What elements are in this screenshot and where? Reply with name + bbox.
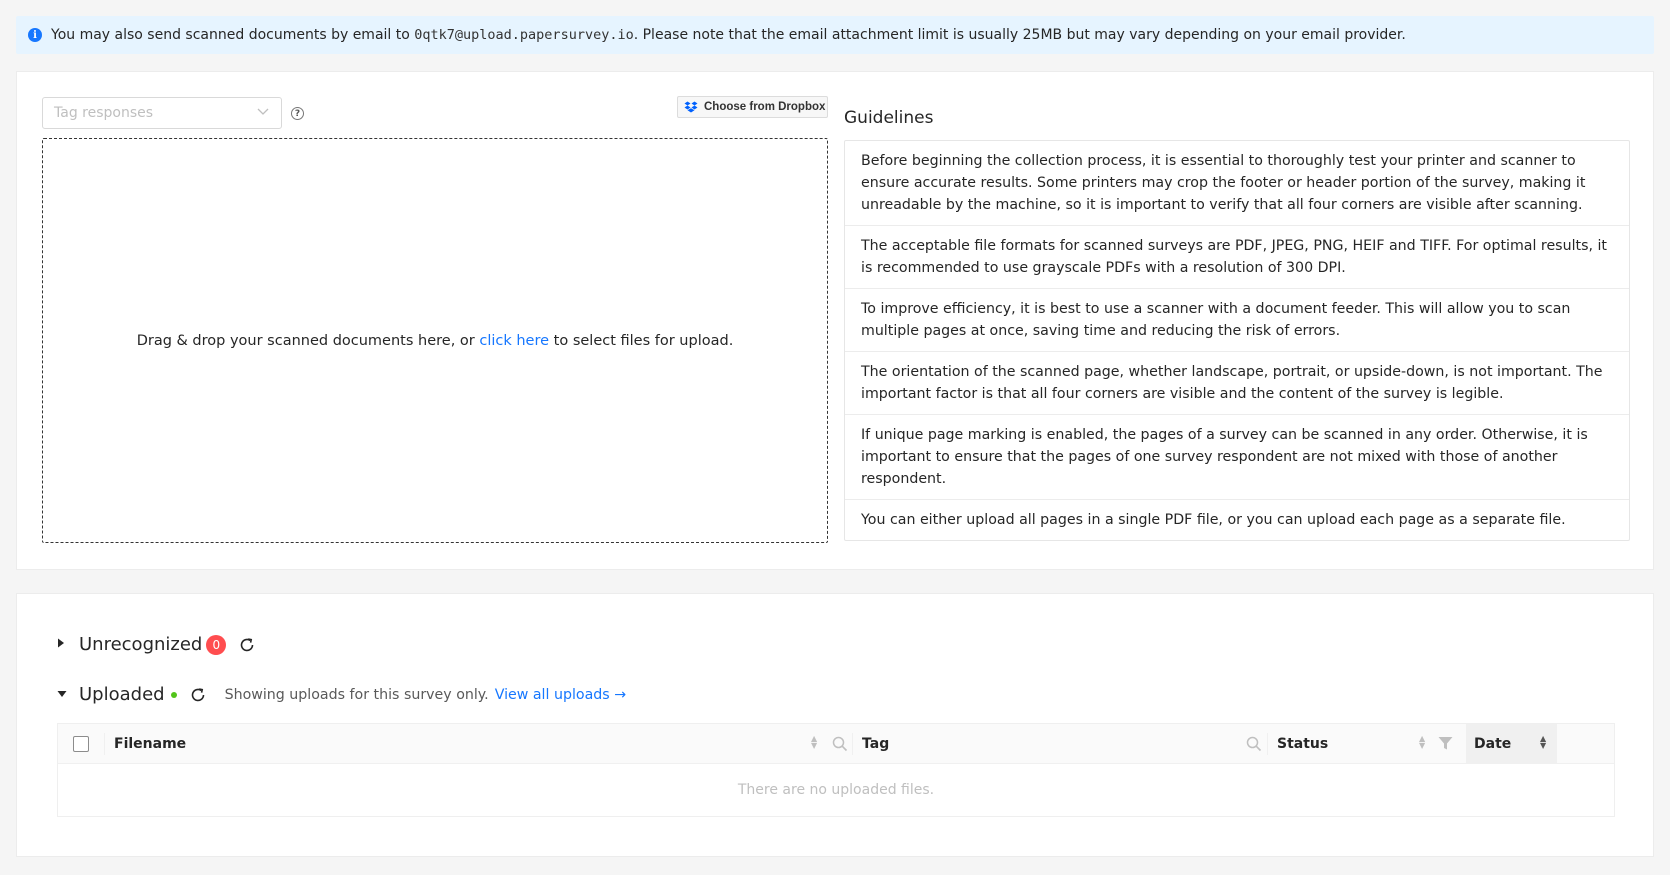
upload-email-address: 0qtk7@upload.papersurvey.io	[414, 27, 634, 43]
refresh-icon[interactable]	[189, 686, 207, 704]
status-dot	[171, 692, 177, 698]
column-date[interactable]	[1466, 724, 1557, 764]
uploads-scope-note	[225, 687, 626, 703]
unrecognized-count-badge: 0	[206, 635, 226, 655]
guideline-item: Before beginning the collection process, it is essential to thoroughly test your printer and scanner to ensure accurate results. Some printers may crop the footer or header portion of the survey, making it unreadable by the machine, so it is important to verify that all four corners are visible after scanning.	[845, 141, 1629, 226]
dropzone-text-after: to select files for upload.	[549, 332, 734, 349]
filter-icon[interactable]	[1438, 736, 1453, 755]
column-tag[interactable]	[854, 733, 1268, 755]
click-here-link[interactable]: click here	[479, 332, 550, 349]
info-icon: i	[28, 28, 42, 42]
tag-select-placeholder: Tag responses	[54, 105, 154, 121]
guideline-item: To improve efficiency, it is best to use a scanner with a document feeder. This will allow you to scan multiple pages at once, saving time and reducing the risk of errors.	[845, 289, 1629, 352]
search-icon[interactable]	[832, 736, 848, 756]
column-tag-label: Tag	[862, 736, 890, 752]
column-status-label: Status	[1277, 736, 1329, 752]
column-status[interactable]	[1269, 724, 1466, 764]
empty-state-text: There are no uploaded files.	[737, 782, 935, 798]
choose-from-dropbox-button[interactable]	[677, 96, 828, 118]
tag-responses-select[interactable]	[42, 97, 282, 129]
guideline-item: You can either upload all pages in a single PDF file, or you can upload each page as a separate file.	[861, 512, 1566, 528]
dropzone-text-before: Drag & drop your scanned documents here, or	[136, 332, 480, 349]
guideline-item: The orientation of the scanned page, whether landscape, portrait, or upside-down, is not important. The important factor is that all four corners are visible and the content of the survey is legible.	[845, 352, 1629, 415]
upload-card	[16, 71, 1654, 570]
email-info-banner	[16, 16, 1654, 54]
guideline-item: The acceptable file formats for scanned surveys are PDF, JPEG, PNG, HEIF and TIFF. For optimal results, it is recommended to use grayscale PDFs with a resolution of 300 DPI.	[845, 226, 1629, 289]
chevron-down-icon	[257, 105, 269, 119]
caret-right-icon[interactable]	[57, 638, 79, 651]
column-filename[interactable]	[106, 733, 853, 755]
uploads-table	[57, 723, 1615, 817]
uploaded-title: Uploaded	[79, 684, 165, 705]
uploads-card	[16, 593, 1654, 857]
column-filename-label: Filename	[114, 736, 187, 752]
sort-icon[interactable]: ▲ ▼	[811, 734, 818, 750]
guideline-item: If unique page marking is enabled, the pages of a survey can be scanned in any order. Otherwise, it is important to ensure that the pages of one survey respondent are not mixed with those of another respondent.	[845, 415, 1629, 500]
banner-text-before: You may also send scanned documents by email to	[51, 27, 415, 43]
table-header	[58, 724, 1614, 764]
unrecognized-section-header[interactable]	[57, 634, 256, 655]
banner-text-after: . Please note that the email attachment limit is usually 25MB but may vary depending on your email provider.	[633, 27, 1406, 43]
guidelines-title: Guidelines	[844, 108, 934, 128]
column-date-label: Date	[1474, 736, 1512, 752]
caret-down-icon[interactable]	[57, 688, 79, 701]
guidelines-list	[844, 140, 1630, 541]
select-all-checkbox[interactable]	[73, 736, 89, 752]
uploads-scope-text: Showing uploads for this survey only.	[224, 686, 489, 703]
sort-icon[interactable]: ▲ ▼	[1540, 734, 1547, 750]
question-circle-icon[interactable]: ?	[291, 107, 304, 120]
refresh-icon[interactable]	[238, 636, 256, 654]
file-dropzone[interactable]	[42, 138, 828, 543]
sort-icon[interactable]: ▲ ▼	[1419, 734, 1426, 750]
uploaded-section-header[interactable]	[57, 684, 626, 705]
select-all-cell	[58, 733, 105, 755]
search-icon[interactable]	[1246, 736, 1262, 756]
dropbox-button-label: Choose from Dropbox	[704, 101, 826, 113]
unrecognized-title: Unrecognized	[79, 634, 203, 655]
dropzone-text	[137, 333, 734, 349]
dropbox-icon	[684, 101, 698, 113]
view-all-uploads-link[interactable]: View all uploads →	[494, 686, 627, 703]
